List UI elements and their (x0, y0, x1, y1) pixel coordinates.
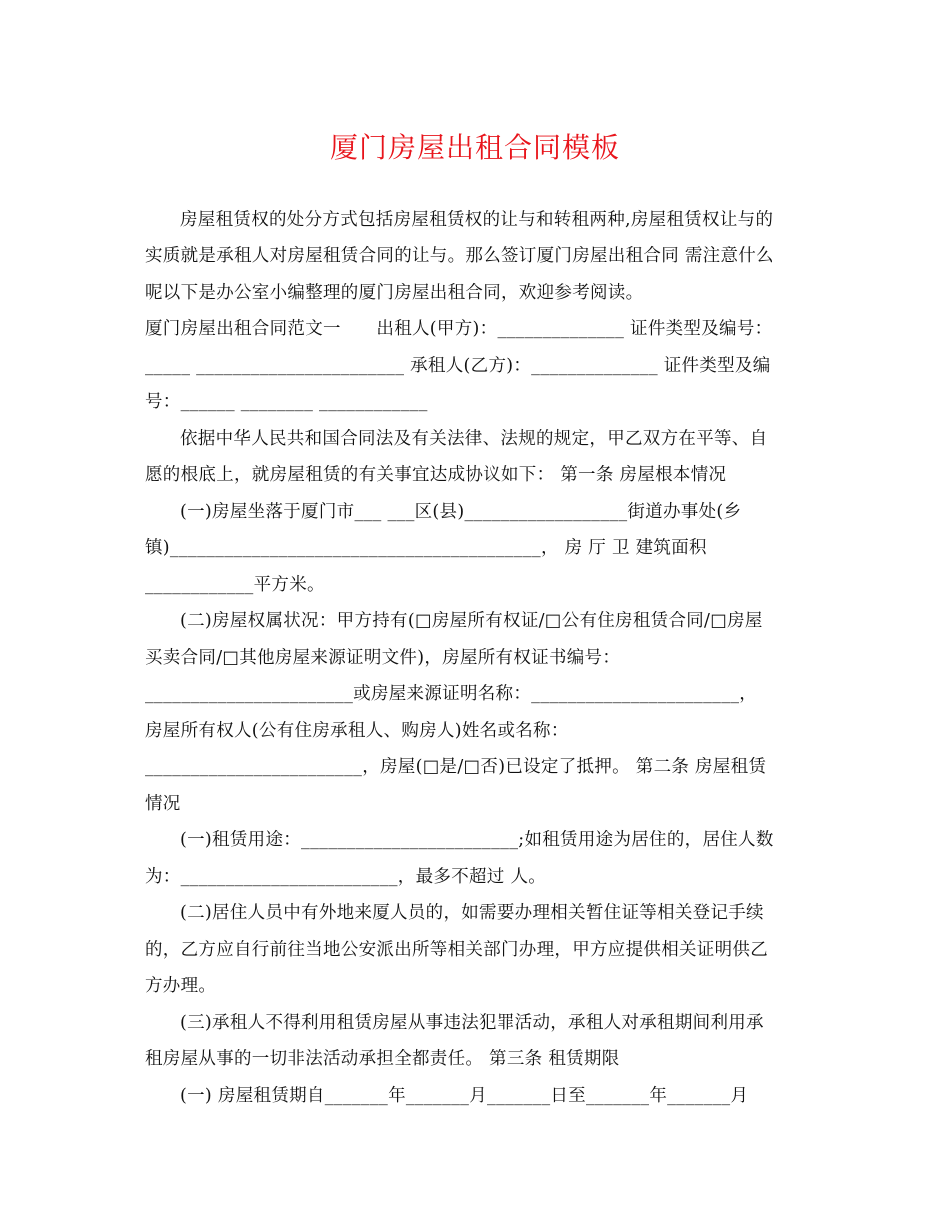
paragraph-line: (二)居住人员中有外地来厦人员的，如需要办理相关暂住证等相关登记手续 (180, 903, 764, 923)
paragraph-line: 的，乙方应自行前往当地公安派出所等相关部门办理，甲方应提供相关证明供乙 (145, 940, 768, 960)
paragraph-line: _______________________或房屋来源证明名称：_______________________， (145, 684, 758, 704)
paragraph-line: 愿的根底上，就房屋租赁的有关事宜达成协议如下： 第一条 房屋根本情况 (145, 465, 727, 485)
paragraph-line: (一)租赁用途：________________________;如租赁用途为居住的，居住人数 (180, 830, 774, 850)
paragraph-line: 方办理。 (145, 976, 217, 996)
paragraph-line: _____ _______________________ 承租人(乙方)：______________ 证件类型及编 (145, 356, 771, 376)
paragraph-line: 呢以下是办公室小编整理的厦门房屋出租合同，欢迎参考阅读。 (145, 283, 644, 303)
paragraph-line: (二)房屋权属状况：甲方持有(□房屋所有权证/□公有住房租赁合同/□房屋 (180, 611, 763, 631)
paragraph-line: ________________________，房屋(□是/□否)已设定了抵押。 第二条 房屋租赁 (145, 757, 767, 777)
paragraph-line: 买卖合同/□其他房屋来源证明文件)，房屋所有权证书编号： (145, 648, 621, 668)
paragraph-line: 为：________________________，最多不超过 人。 (145, 867, 547, 887)
document-title: 厦门房屋出租合同模板 (329, 131, 620, 164)
paragraph-line: 房屋租赁权的处分方式包括房屋租赁权的让与和转租两种,房屋租赁权让与的 (180, 210, 774, 230)
paragraph-line: 厦门房屋出租合同范文一 出租人(甲方)：______________ 证件类型及编号： (145, 319, 773, 339)
paragraph-line: (一) 房屋租赁期自_______年_______月_______日至_______年_______月 (180, 1086, 749, 1106)
paragraph-line: 镇)_________________________________________， 房 厅 卫 建筑面积 (145, 538, 707, 558)
paragraph-line: (一)房屋坐落于厦门市___ ___区(县)__________________街道办事处(乡 (180, 502, 742, 522)
paragraph-line: 租房屋从事的一切非法活动承担全都责任。 第三条 租赁期限 (145, 1049, 620, 1069)
paragraph-line: (三)承租人不得利用租赁房屋从事违法犯罪活动，承租人对承租期间利用承 (180, 1013, 764, 1033)
paragraph-line: 依据中华人民共和国合同法及有关法律、法规的规定，甲乙双方在平等、自 (180, 429, 768, 449)
paragraph-line: 号：______ ________ ____________ (145, 392, 428, 412)
paragraph-line: 情况 (145, 794, 181, 814)
paragraph-line: 房屋所有权人(公有住房承租人、购房人)姓名或名称： (145, 721, 569, 741)
paragraph-line: ____________平方米。 (145, 575, 325, 595)
paragraph-line: 实质就是承租人对房屋租赁合同的让与。那么签订厦门房屋出租合同 需注意什么 (145, 246, 774, 266)
